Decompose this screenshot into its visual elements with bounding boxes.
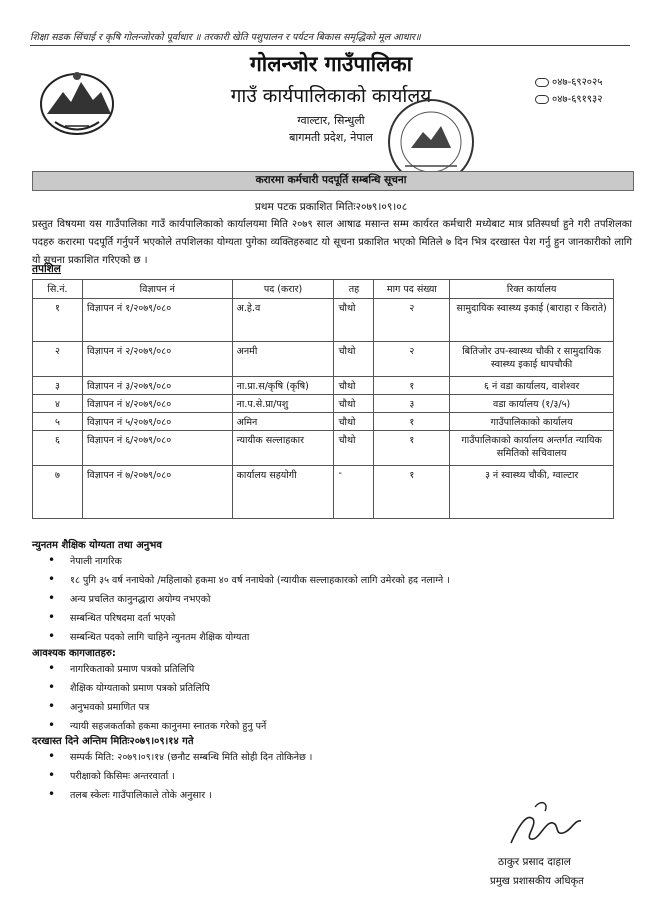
phone-icon — [535, 78, 549, 87]
cell-count: २ — [374, 342, 450, 377]
address-line-2: बागमती प्रदेश, नेपाल — [289, 131, 373, 144]
list-item: • १८ पुगि ३५ वर्ष ननाघेको /महिलाको हकमा ४० वर्ष ननाघेको (न्यायीक सल्लाहकारको लागि उमेरको हद नलाग्ने । — [48, 570, 450, 589]
cell-office: ३ नं स्वास्थ्य चौकी, ग्वाल्टार — [450, 466, 614, 519]
cell-post: न्यायीक सल्लाहकार — [232, 431, 334, 466]
cell-sn: ३ — [33, 377, 83, 395]
cell-sn: १ — [33, 299, 83, 342]
cell-post: अमिन — [232, 413, 334, 431]
cell-office: वडा कार्यालय (१/३/५) — [450, 395, 614, 413]
table-row — [33, 431, 614, 466]
list-item: • अन्य प्रचलित कानुनद्धारा अयोग्य नभएको — [48, 589, 450, 608]
header-sn: सि.नं. — [33, 280, 83, 299]
header-count: माग पद संख्या — [374, 280, 450, 299]
cell-level: चौथो — [334, 413, 374, 431]
signatory-name: ठाकुर प्रसाद दाहाल — [498, 856, 571, 868]
publication-date: प्रथम पटक प्रकाशित मितिः२०७९।०९।०८ — [254, 201, 408, 213]
cell-count: १ — [374, 431, 450, 466]
cell-ad-no: विज्ञापन नं २/२०७९/०८० — [82, 342, 232, 377]
table-row — [33, 395, 614, 413]
deadline-title: दरखास्त दिने अन्तिम मितिः२०७९।०९।१४ गते — [32, 736, 194, 747]
qualifications-list — [48, 551, 450, 646]
table-row — [33, 342, 614, 377]
list-item: • सम्बन्धित पदको लागि चाहिने न्युनतम शैक्षिक योग्यता — [48, 627, 450, 646]
list-item: • सम्बन्धित परिषदमा दर्ता भएको — [48, 608, 450, 627]
cell-office: ६ नं वडा कार्यालय, वाशेश्वर — [450, 377, 614, 395]
cell-office: गाउँपालिकाको कार्यालय अन्तर्गत न्यायिक समितिको सचिवालय — [450, 431, 614, 466]
table-row — [33, 377, 614, 395]
tagline-divider — [30, 45, 630, 46]
signature-image — [505, 795, 585, 850]
cell-office: गाउँपालिकाको कार्यालय — [450, 413, 614, 431]
cell-post: ना.प.से.प्रा/पशु — [232, 395, 334, 413]
cell-ad-no: विज्ञापन नं ७/२०७९/०८० — [82, 466, 232, 519]
list-item: • न्यायी सहजकर्ताको हकमा कानुनमा स्नातक गरेको हुनु पर्ने — [48, 716, 266, 735]
list-item: • सम्पर्क मिति: २०७९।०९।१४ (छनौट सम्बन्धि मिति सोही दिन तोकिनेछ । — [48, 747, 312, 766]
signatory-title: प्रमुख प्रशासकीय अधिकृत — [490, 876, 584, 887]
cell-post: अ.हे.व — [232, 299, 334, 342]
cell-count: १ — [374, 377, 450, 395]
cell-ad-no: विज्ञापन नं ५/२०७९/०८० — [82, 413, 232, 431]
phone-list — [535, 74, 602, 108]
address-line-1: ग्वाल्टार, सिन्धुली — [297, 114, 365, 127]
header-office: रिक्त कार्यालय — [450, 280, 614, 299]
cell-level: चौथो — [334, 299, 374, 342]
office-name: गाउँ कार्यपालिकाको कार्यालय — [230, 85, 432, 107]
list-item: • अनुभवको प्रमाणित पत्र — [48, 697, 266, 716]
cell-office: बितिजोर उप-स्वास्थ्य चौकी र सामुदायिक स्वास्थ्य इकाई धापचौकी — [450, 342, 614, 377]
list-item: • नेपाली नागरिक — [48, 551, 450, 570]
deadline-list — [48, 747, 312, 804]
documents-list — [48, 659, 266, 735]
details-label: तपशिल — [32, 263, 61, 275]
header-post: पद (करार) — [232, 280, 334, 299]
header-level: तह — [334, 280, 374, 299]
cell-level: चौथो — [334, 342, 374, 377]
list-item: • तलब स्केलः गाउँपालिकाले तोके अनुसार । — [48, 785, 312, 804]
table-row — [33, 299, 614, 342]
cell-office: सामुदायिक स्वास्थ्य इकाई (बाराहा र किराते) — [450, 299, 614, 342]
table-row — [33, 466, 614, 519]
list-item: • परीक्षाको किसिमः अन्तरवार्ता । — [48, 766, 312, 785]
phone-item: ०४७-६९१९३२ — [535, 91, 602, 108]
header-ad-no: विज्ञापन नं — [82, 280, 232, 299]
documents-title: आवश्यक कागजातहरु: — [32, 648, 116, 659]
list-item: • नागरिकताको प्रमाण पत्रको प्रतिलिपि — [48, 659, 266, 678]
cell-level: चौथो — [334, 377, 374, 395]
cell-count: २ — [374, 299, 450, 342]
cell-post: ना.प्रा.स/कृषि (कृषि) — [232, 377, 334, 395]
cell-ad-no: विज्ञापन नं ३/२०७९/०८० — [82, 377, 232, 395]
cell-ad-no: विज्ञापन नं ४/२०७९/०८० — [82, 395, 232, 413]
cell-sn: २ — [33, 342, 83, 377]
municipality-name: गोलन्जोर गाउँपालिका — [249, 52, 413, 76]
cell-sn: ४ — [33, 395, 83, 413]
table-header-row — [33, 280, 614, 299]
cell-count: १ — [374, 413, 450, 431]
phone-item: ०४७-६९२०२५ — [535, 74, 602, 91]
cell-post: अनमी — [232, 342, 334, 377]
cell-sn: ७ — [33, 466, 83, 519]
vacancy-table — [32, 279, 614, 519]
cell-sn: ५ — [33, 413, 83, 431]
header-tagline: शिक्षा सडक सिंचाई र कृषि गोलन्जोरको पूर्वाधार ॥ तरकारी खेति पशुपालन र पर्यटन बिकास समृद्धिको मूल आधार॥ — [30, 32, 421, 43]
list-item: • शैक्षिक योग्यताको प्रमाण पत्रको प्रतिलिपि — [48, 678, 266, 697]
phone-icon — [535, 95, 549, 104]
cell-ad-no: विज्ञापन नं १/२०७९/०८० — [82, 299, 232, 342]
table-row — [33, 413, 614, 431]
cell-count: १ — [374, 466, 450, 519]
cell-sn: ६ — [33, 431, 83, 466]
cell-level: - — [334, 466, 374, 519]
notice-subject: करारमा कर्मचारी पदपूर्ति सम्बन्धि सूचना — [255, 174, 407, 186]
notice-body: प्रस्तुत विषयमा यस गाउँपालिका गाउँ कार्यपालिकाको कार्यालयमा मिति २०७९ साल आषाढ मसान्त सम्म कार्यरत कर्मचारी मध्येबाट मात्र प्रतिस्पर्धा हुने गरी तपशिलका पदहरु करारमा पदपूर्ति गर्नुपर्ने भएकोले तपशिलका योग्यता पुगेका व्यक्तिहरुबाट यो सूचना प्रकाशित भएको मितिले ७ दिन भित्र दरखास्त पेश गर्नु हुन जानकारीको लागि यो सूचना प्रकाशित गरिएको छ । — [32, 219, 632, 266]
qualifications-title: न्युनतम शैक्षिक योग्यता तथा अनुभव — [32, 540, 162, 551]
cell-ad-no: विज्ञापन नं ६/२०७९/०८० — [82, 431, 232, 466]
cell-level: चौथो — [334, 395, 374, 413]
cell-count: ३ — [374, 395, 450, 413]
cell-post: कार्यालय सहयोगी — [232, 466, 334, 519]
cell-level: चौथो — [334, 431, 374, 466]
